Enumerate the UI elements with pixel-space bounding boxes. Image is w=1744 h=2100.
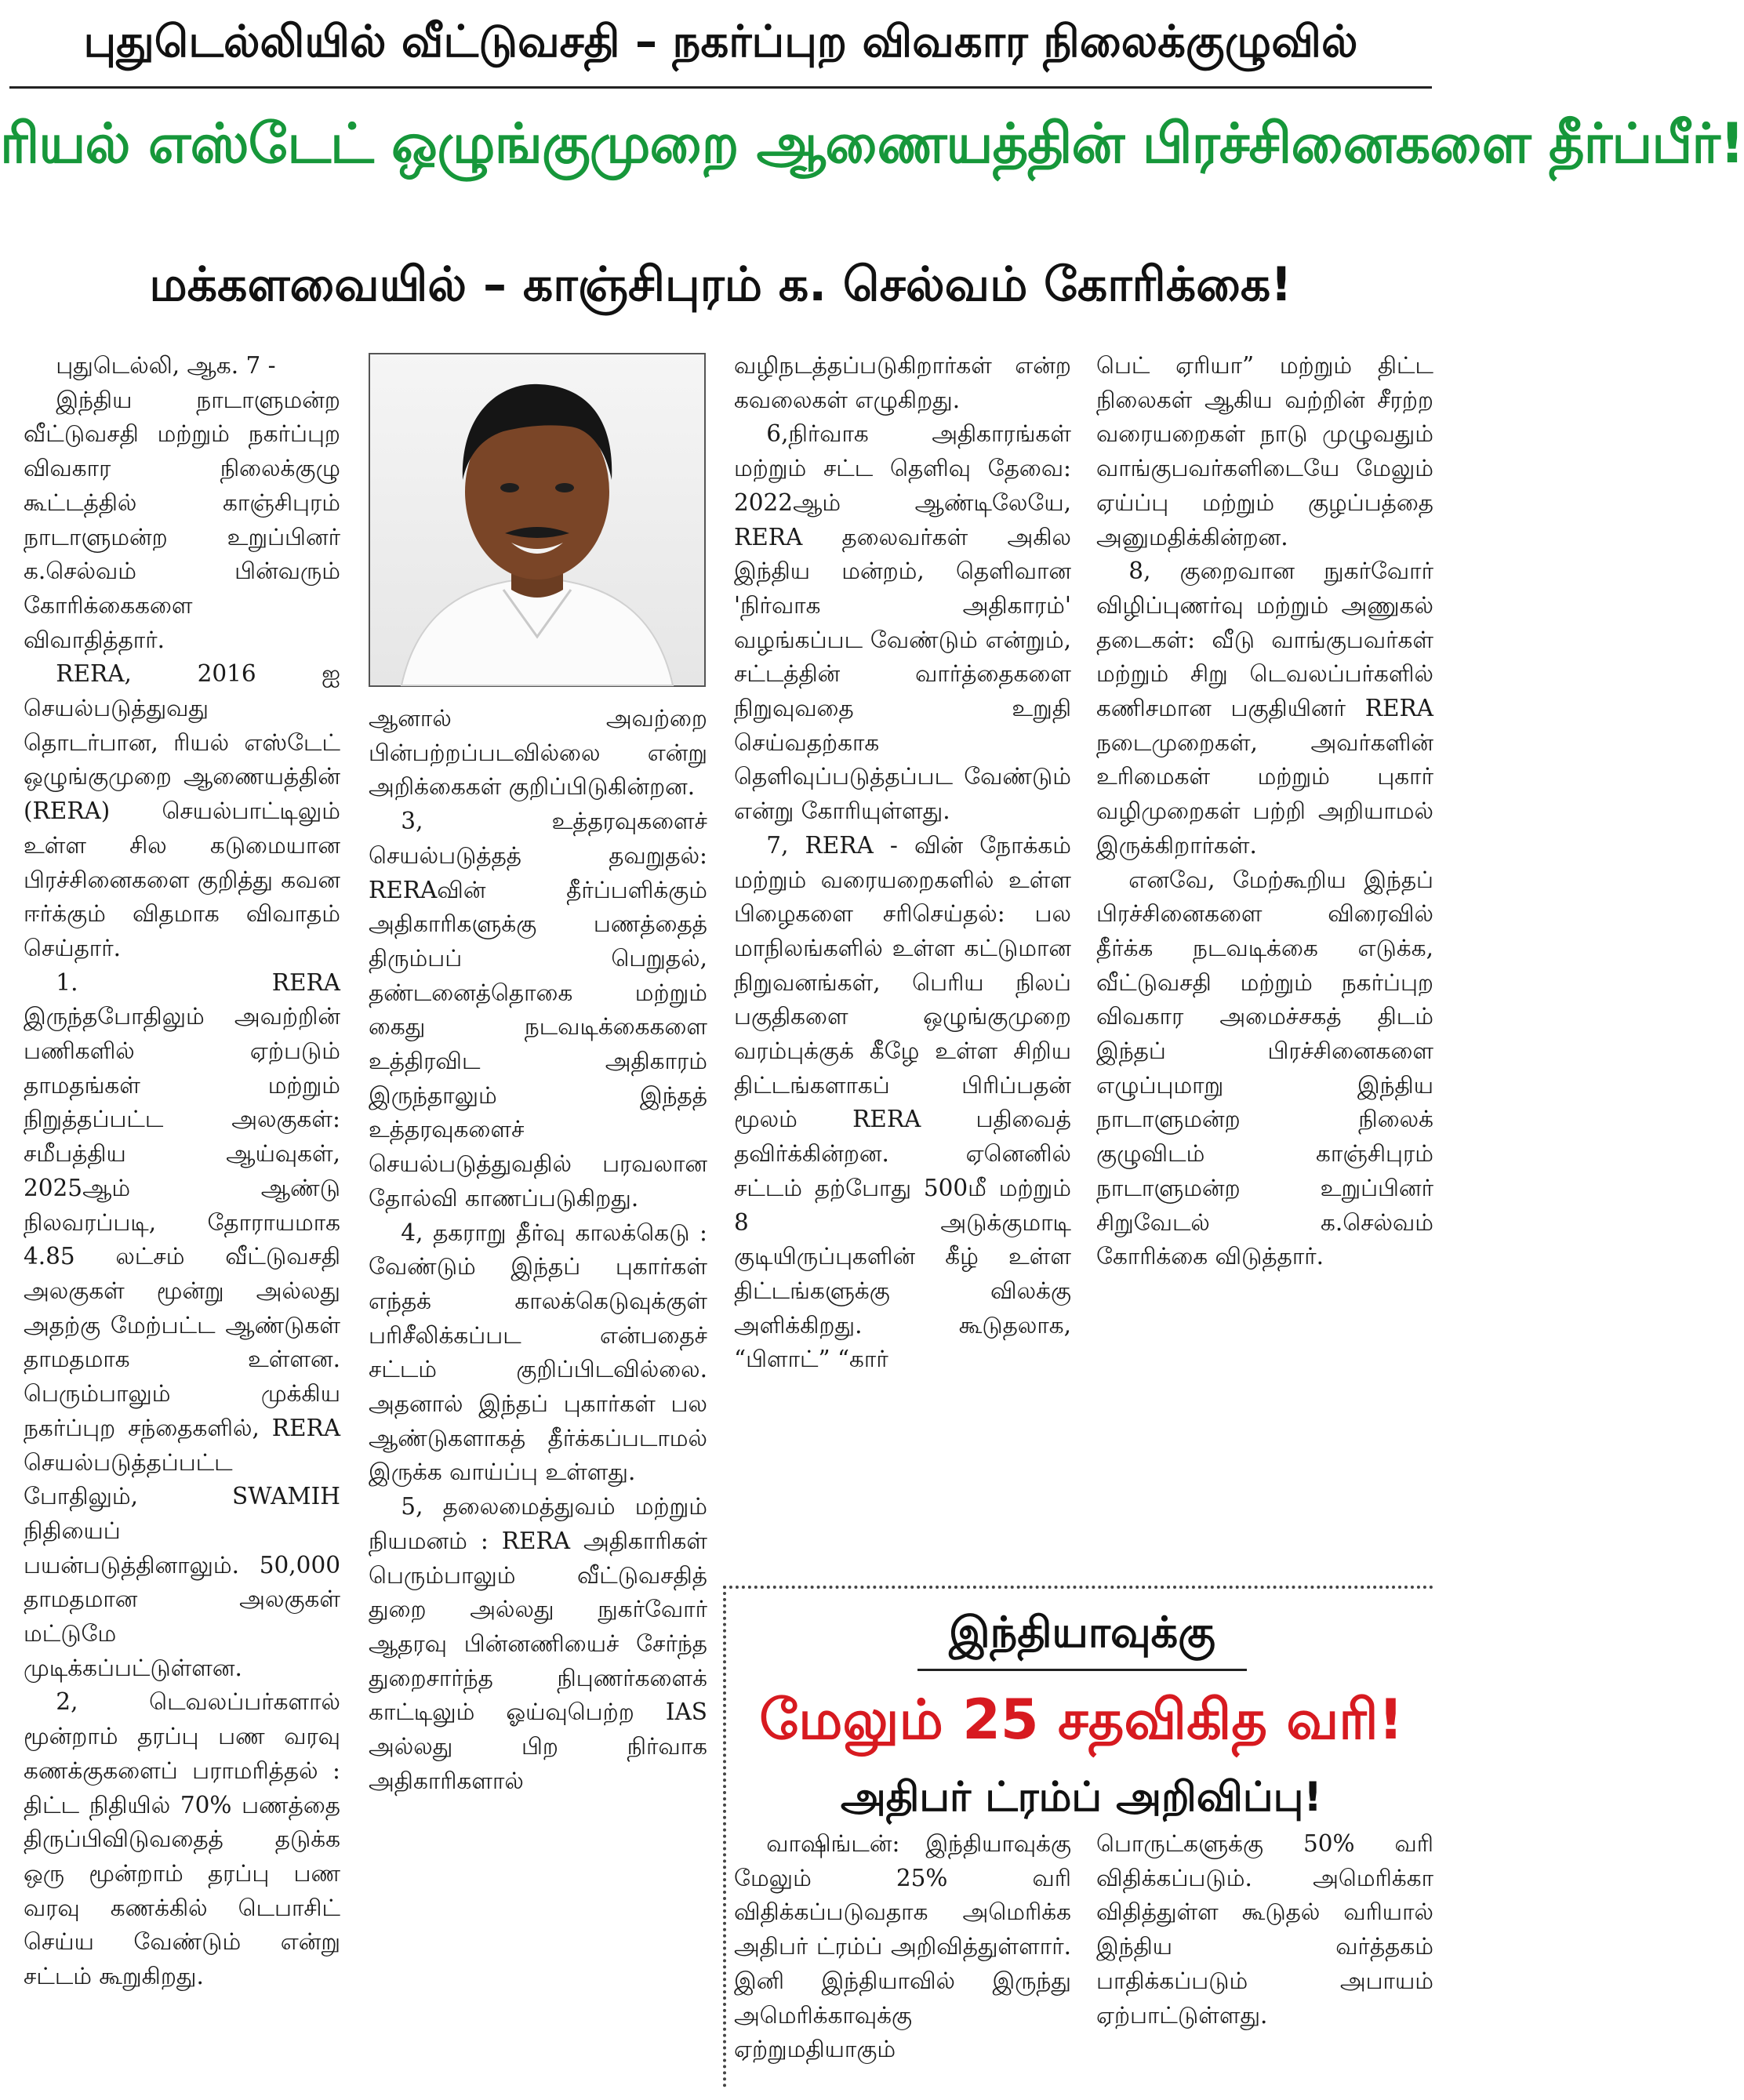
main-headline: ரியல் எஸ்டேட் ஒழுங்குமுறை ஆணையத்தின் பிரச்சினைகளை தீர்ப்பீர்! bbox=[0, 111, 1744, 176]
paragraph: 5, தலைமைத்துவம் மற்றும் நியமனம் : RERA அதிகாரிகள் பெரும்பாலும் வீட்டுவசதித் துறை அல்லது நுகர்வோர் ஆதரவு பின்னணியைச் சேர்ந்த துறைசார்ந்த நிபுணர்களைக் காட்டிலும் ஓய்வுபெற்ற IAS அல்லது பிற நிர்வாக அதிகாரிகளால் bbox=[369, 1493, 707, 1794]
kicker-divider bbox=[9, 86, 1432, 89]
paragraph: 1. RERA இருந்தபோதிலும் அவற்றின் பணிகளில் ஏற்படும் தாமதங்கள் மற்றும் நிறுத்தப்பட்ட அலகுகள்: சமீபத்திய ஆய்வுகள், 2025ஆம் ஆண்டு நிலவரப்படி, தோராயமாக 4.85 லட்சம் வீட்டுவசதி அலகுகள் மூன்று அல்லது அதற்கு மேற்பட்ட ஆண்டுகள் தாமதமாக உள்ளன. பெரும்பாலும் முக்கிய நகர்ப்புற சந்தைகளில், RERA செயல்படுத்தப்பட்ட போதிலும், SWAMIH நிதியைப் பயன்படுத்தினாலும். 50,000 தாமதமான அலகுகள் மட்டுமே முடிக்கப்பட்டுள்ளன. bbox=[24, 968, 340, 1681]
news-column-2 bbox=[1096, 1827, 1433, 2033]
paragraph: ஆனால் அவற்றை பின்பற்றப்படவில்லை என்று அறிக்கைகள் குறிப்பிடுகின்றன. bbox=[369, 705, 707, 801]
paragraph: 3, உத்தரவுகளைச் செயல்படுத்தத் தவறுதல்: RERAவின் தீர்ப்பளிக்கும் அதிகாரிகளுக்கு பணத்தைத் திரும்பப் பெறுதல், தண்டனைத்தொகை மற்றும் கைது நடவடிக்கைகளை உத்திரவிட அதிகாரம் இருந்தாலும் இந்தத் உத்தரவுகளைச் செயல்படுத்துவதில் பரவலான தோல்வி காணப்படுகிறது. bbox=[369, 808, 707, 1212]
portrait-photo bbox=[369, 353, 706, 687]
paragraph: RERA, 2016 ஐ செயல்படுத்துவது தொடர்பான, ரியல் எஸ்டேட் ஒழுங்குமுறை ஆணையத்தின் (RERA) செயல்பாட்டிலும் உள்ள சில கடுமையான பிரச்சினைகளை குறித்து கவன ஈர்க்கும் விதமாக விவாதம் செய்தார். bbox=[24, 660, 340, 961]
news-box-left-border bbox=[723, 1586, 726, 2087]
paragraph: 7, RERA - வின் நோக்கம் மற்றும் வரையறைகளில் உள்ள பிழைகளை சரிசெய்தல்: பல மாநிலங்களில் உள்ள கட்டுமான நிறுவனங்கள், பெரிய நிலப் பகுதிகளை ஒழுங்குமுறை வரம்புக்குக் கீழே உள்ள சிறிய திட்டங்களாகப் பிரிப்பதன் மூலம் RERA பதிவைத் தவிர்க்கின்றன. ஏனெனில் சட்டம் தற்போது 500மீ மற்றும் 8 அடுக்குமாடி குடியிருப்புகளின் கீழ் உள்ள திட்டங்களுக்கு விலக்கு அளிக்கிறது. கூடுதலாக, “பிளாட்” “கார் bbox=[734, 831, 1071, 1373]
news-headline: மேலும் 25 சதவிகித வரி! bbox=[759, 1688, 1404, 1752]
paragraph: வழிநடத்தப்படுகிறார்கள் என்ற கவலைகள் எழுகிறது. bbox=[734, 352, 1071, 413]
paragraph: பொருட்களுக்கு 50% வரி விதிக்கப்படும். அமெரிக்கா விதித்துள்ள கூடுதல் வரியால் இந்திய வர்த்தகம் பாதிக்கப்படும் அபாயம் ஏற்பாட்டுள்ளது. bbox=[1096, 1830, 1433, 2029]
paragraph: 6,நிர்வாக அதிகாரங்கள் மற்றும் சட்ட தெளிவு தேவை: 2022ஆம் ஆண்டிலேயே, RERA தலைவர்கள் அகில இந்திய மன்றம், தெளிவான 'நிர்வாக அதிகாரம்' வழங்கப்பட வேண்டும் என்றும், சட்டத்தின் வார்த்தைகளை நிறுவுவதை உறுதி செய்வதற்காக தெளிவுப்படுத்தப்பட வேண்டும் என்று கோரியுள்ளது. bbox=[734, 420, 1071, 825]
article-column-4 bbox=[1096, 349, 1433, 1274]
dateline: புதுடெல்லி, ஆக. 7 - bbox=[56, 352, 276, 379]
kicker-line: புதுடெல்லியில் வீட்டுவசதி – நகர்ப்புற விவகார நிலைக்குழுவில் bbox=[83, 16, 1358, 67]
article-column-3 bbox=[734, 349, 1071, 1377]
paragraph: 4, தகராறு தீர்வு காலக்கெடு : வேண்டும் இந்தப் புகார்கள் எந்தக் காலக்கெடுவுக்குள் பரிசீலிக்கப்பட என்பதைச் சட்டம் குறிப்பிடவில்லை. அதனால் இந்தப் புகார்கள் பல ஆண்டுகளாகத் தீர்க்கப்படாமல் இருக்க வாய்ப்பு உள்ளது. bbox=[369, 1219, 707, 1486]
article-column-2 bbox=[369, 702, 707, 1799]
subheadline: மக்களவையில் – காஞ்சிபுரம் க. செல்வம் கோரிக்கை! bbox=[149, 257, 1292, 312]
paragraph: பெட் ஏரியா” மற்றும் திட்ட நிலைகள் ஆகிய வற்றின் சீரற்ற வரையறைகள் நாடு முழுவதும் வாங்குபவர்களிடையே மேலும் ஏய்ப்பு மற்றும் குழப்பத்தை அனுமதிக்கின்றன. bbox=[1096, 352, 1433, 550]
news-box-top-border bbox=[723, 1586, 1433, 1589]
person-image bbox=[370, 354, 704, 685]
paragraph: 8, குறைவான நுகர்வோர் விழிப்புணர்வு மற்றும் அணுகல் தடைகள்: வீடு வாங்குபவர்கள் மற்றும் சிறு டெவலப்பர்களில் கணிசமான பகுதியினர் RERA நடைமுறைகள், அவர்களின் உரிமைகள் மற்றும் புகார் வழிமுறைகள் பற்றி அறியாமல் இருக்கிறார்கள். bbox=[1096, 558, 1433, 859]
article-column-1 bbox=[24, 349, 340, 1994]
paragraph: இந்திய நாடாளுமன்ற வீட்டுவசதி மற்றும் நகர்ப்புற விவகார நிலைக்குழு கூட்டத்தில் காஞ்சிபுரம் நாடாளுமன்ற உறுப்பினர் க.செல்வம் பின்வரும் கோரிக்கைகளை விவாதித்தார். bbox=[24, 386, 340, 653]
news-subheadline: அதிபர் ட்ரம்ப் அறிவிப்பு! bbox=[840, 1774, 1323, 1821]
paragraph: எனவே, மேற்கூறிய இந்தப் பிரச்சினைகளை விரைவில் தீர்க்க நடவடிக்கை எடுக்க, வீட்டுவசதி மற்றும் நகர்ப்புற விவகார அமைச்சகத் திடம் இந்தப் பிரச்சினைகளை எழுப்புமாறு இந்திய நாடாளுமன்ற நிலைக் குழுவிடம் காஞ்சிபுரம் நாடாளுமன்ற உறுப்பினர் சிறுவேடல் க.செல்வம் கோரிக்கை விடுத்தார். bbox=[1096, 866, 1433, 1270]
paragraph: வாஷிங்டன்: இந்தியாவுக்கு மேலும் 25% வரி விதிக்கப்படுவதாக அமெரிக்க அதிபர் ட்ரம்ப் அறிவித்துள்ளார். இனி இந்தியாவில் இருந்து அமெரிக்காவுக்கு ஏற்றுமதியாகும் bbox=[734, 1830, 1071, 2063]
news-kicker: இந்தியாவுக்கு bbox=[949, 1608, 1215, 1657]
paragraph: 2, டெவலப்பர்களால் மூன்றாம் தரப்பு பண வரவு கணக்குகளைப் பராமரித்தல் : திட்ட நிதியில் 70% பணத்தை திருப்பிவிடுவதைத் தடுக்க ஒரு மூன்றாம் தரப்பு பண வரவு கணக்கில் டெபாசிட் செய்ய வேண்டும் என்று சட்டம் கூறுகிறது. bbox=[24, 1688, 340, 1990]
news-kicker-underline bbox=[917, 1669, 1247, 1671]
news-column-1 bbox=[734, 1827, 1071, 2067]
